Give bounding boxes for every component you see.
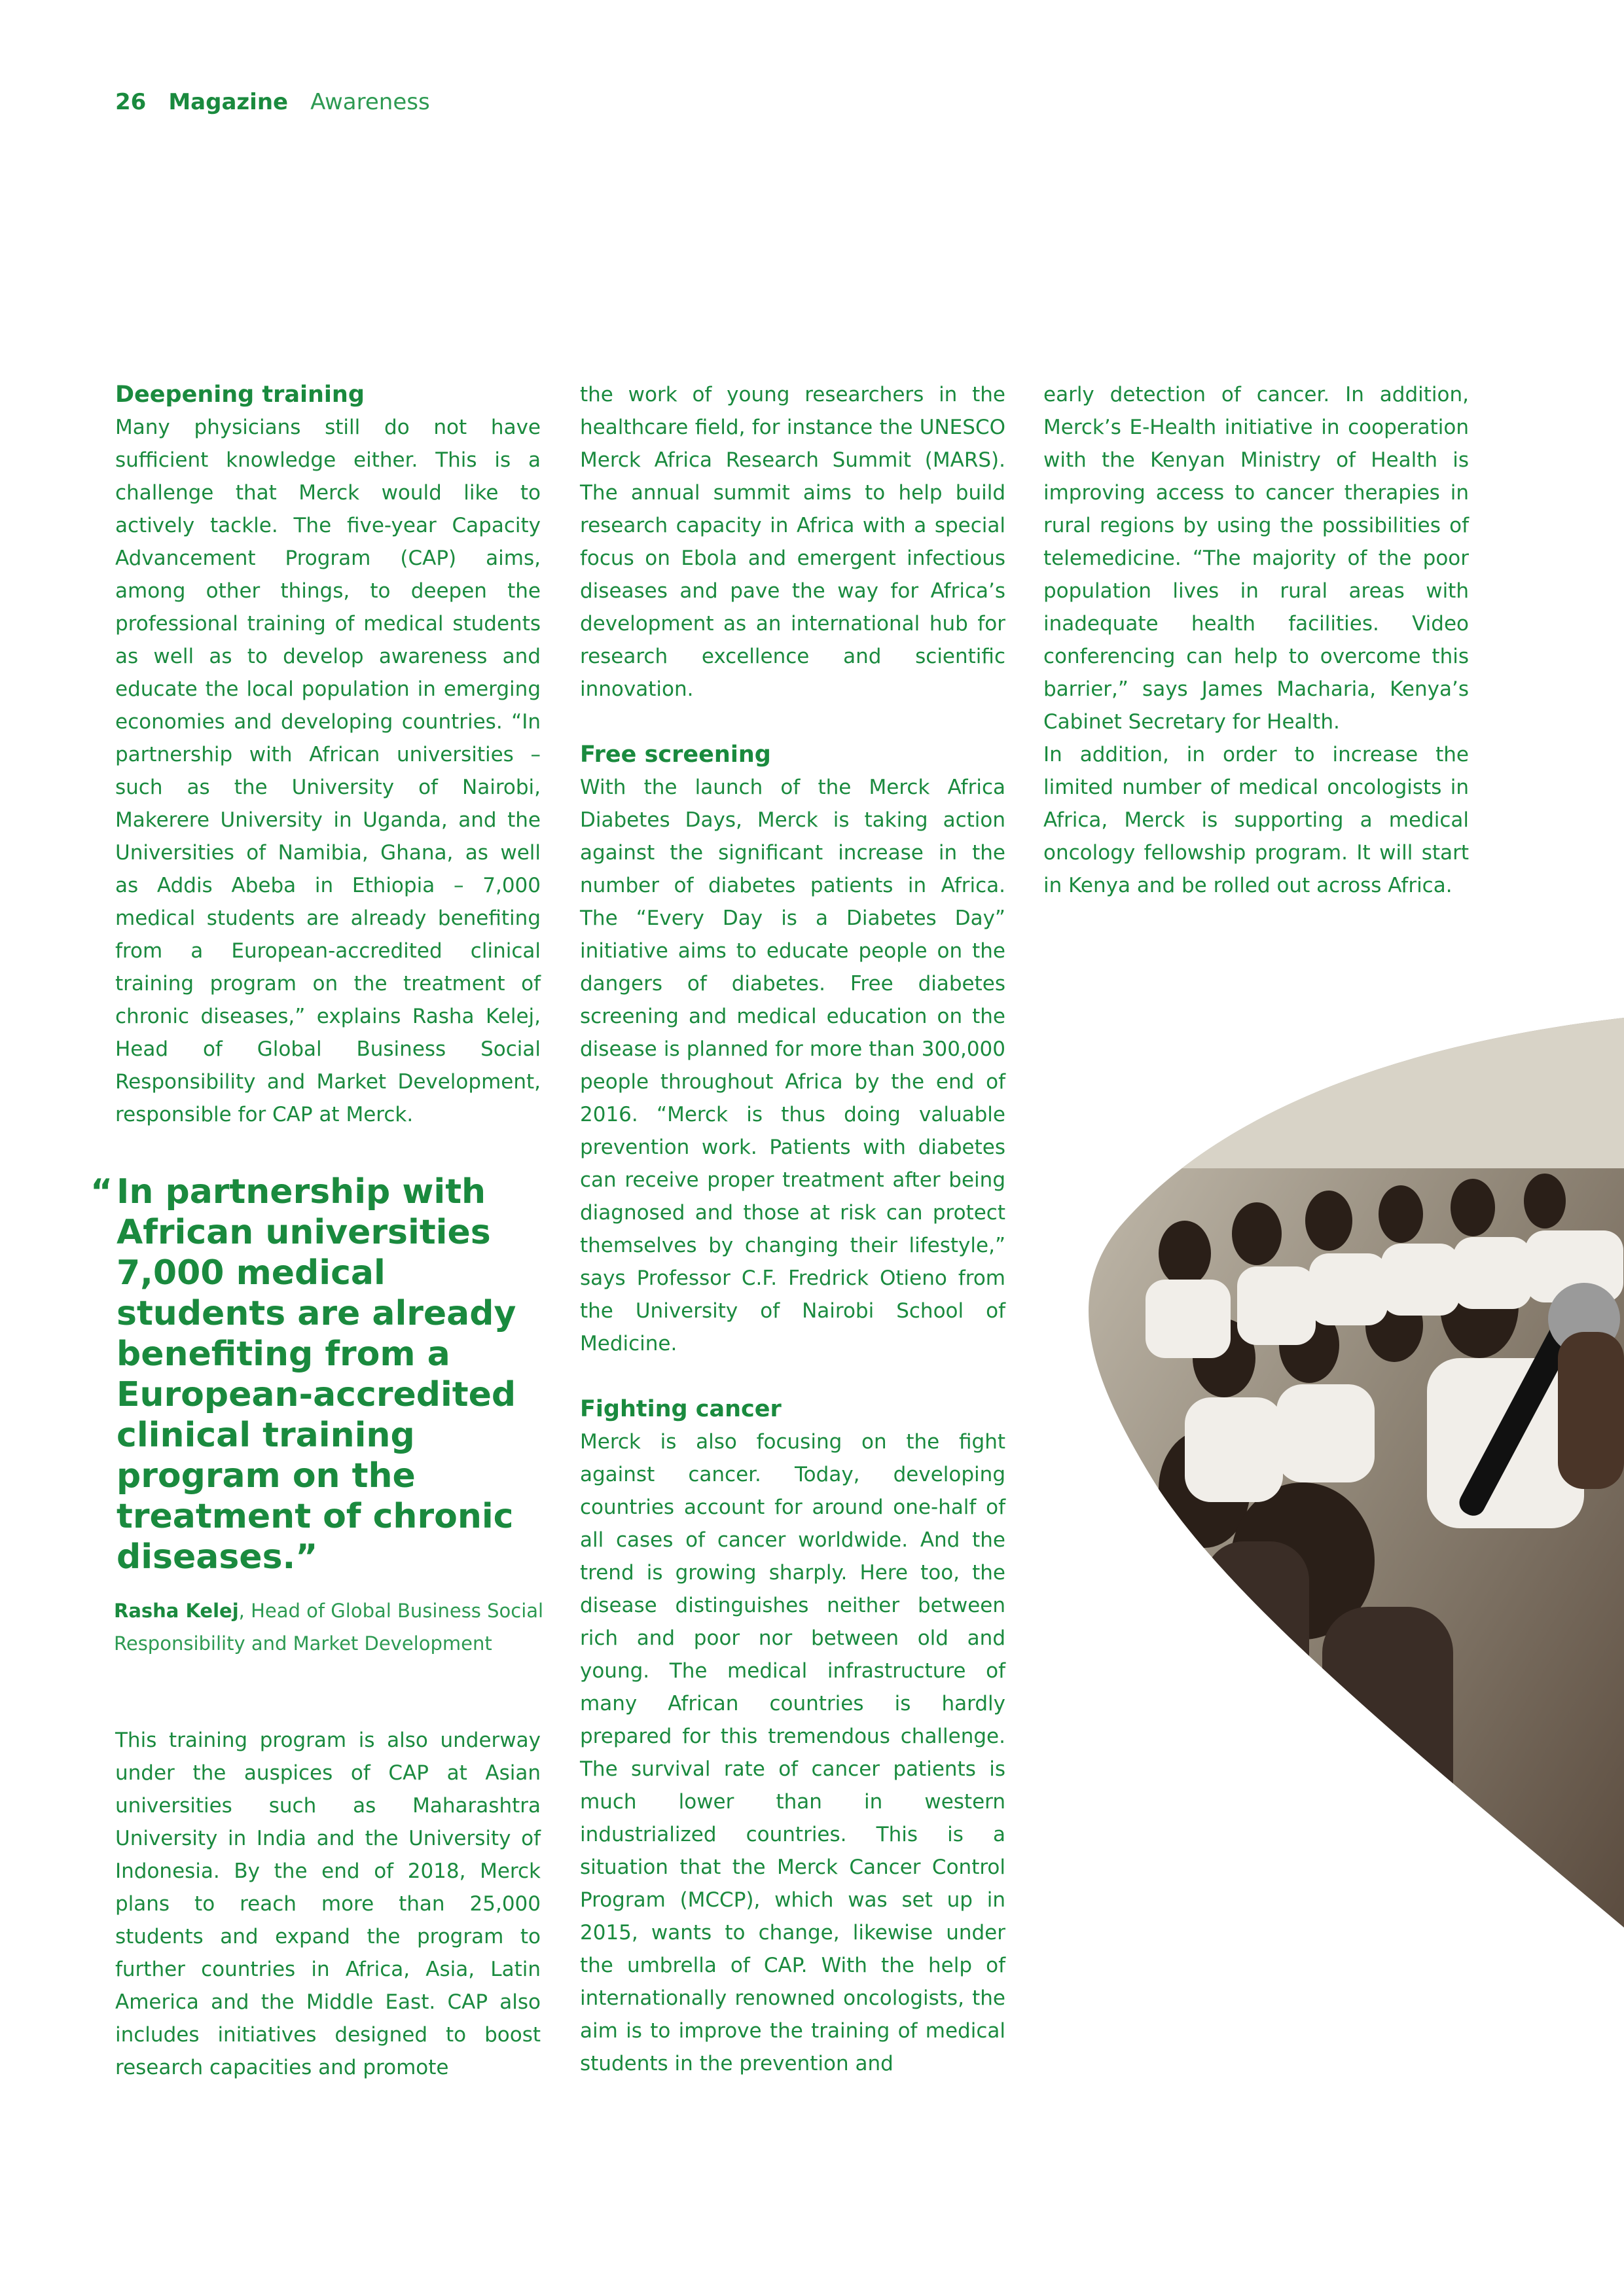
quote-mark: “ — [90, 1172, 113, 1211]
paragraph-training-asia: This training program is also underway under the auspices of CAP at Asian universities such as Maharashtra University in India and the University of Indonesia. By the end of 2018, Merck plans to reach more than 25,000 students and expand the program to further countries in Africa, Asia, Latin America and the Middle East. CAP also includes initiatives designed to boost research capacities and promote — [115, 1729, 541, 2079]
heading-deepening-training: Deepening training — [115, 382, 365, 408]
paragraph-research: the work of young researchers in the healthcare field, for instance the UNESCO Merck Africa Research Summit (MARS). The annual summit aims to help build research capacity in Africa with a special focus on Ebola and emergent infectious diseases and pave the way for Africa’s development as an international hub for research excellence and scientific innovation. — [580, 383, 1005, 701]
column-3 — [1043, 378, 1469, 902]
attribution-name: Rasha Kelej — [114, 1600, 239, 1622]
column-1 — [115, 378, 541, 1131]
page-header — [115, 88, 430, 117]
paragraph-free-screening: With the launch of the Merck Africa Diabetes Days, Merck is taking action against the significant increase in the number of diabetes patients in Africa. The “Every Day is a Diabetes Day” initiative aims to educate people on the dangers of diabetes. Free diabetes screening and medical education on the disease is planned for more than 300,000 people throughout Africa by the end of 2016. “Merck is thus doing valuable prevention work. Patients with diabetes can receive proper treatment after being diagnosed and those at risk can protect themselves by changing their lifestyle,” says Professor C.F. Fredrick Otieno from the University of Nairobi School of Medicine. — [580, 776, 1005, 1355]
pull-quote — [90, 1172, 542, 1577]
classroom-photo — [1087, 1018, 1624, 1928]
magazine-label: Magazine — [168, 89, 289, 115]
heading-free-screening: Free screening — [580, 742, 771, 768]
paragraph-deepening-training: Many physicians still do not have sufficient knowledge either. This is a challenge that Merck would like to actively tackle. The five-year Capacity Advancement Program (CAP) aims, among other things, to deepen the professional training of medical students as well as to develop awareness and educate the local population in emerging economies and developing countries. “In partnership with African universities – such as the University of Nairobi, Makerere University in Uganda, and the Universities of Namibia, Ghana, as well as Addis Abeba in Ethiopia – 7,000 medical students are already benefiting from a European-accredited clinical training program on the treatment of chronic diseases,” explains Rasha Kelej, Head of Global Business Social Responsibility and Market Development, responsible for CAP at Merck. — [115, 416, 541, 1126]
attribution-role: , Head of Global Business Social Responsibility and Market Development — [114, 1600, 544, 1655]
column-1-lower — [115, 1724, 541, 2084]
heading-fighting-cancer: Fighting cancer — [580, 1396, 782, 1422]
paragraph-fighting-cancer: Merck is also focusing on the fight against cancer. Today, developing countries account for around one-half of all cases of cancer worldwide. And the trend is growing sharply. Here too, the disease distinguishes neither between rich and poor nor between old and young. The medical infrastructure of many African countries is hardly prepared for this tremendous challenge. The survival rate of cancer patients is much lower than in western industrialized countries. This is a situation that the Merck Cancer Control Program (MCCP), which was set up in 2015, wants to change, likewise under the umbrella of CAP. With the help of internationally renowned oncologists, the aim is to improve the training of medical students in the prevention and — [580, 1430, 1005, 2075]
paragraph-oncology-fellowship: In addition, in order to increase the limited number of medical oncologists in Africa, Merck is supporting a medical oncology fellowship program. It will start in Kenya and be rolled out across Africa. — [1043, 743, 1469, 897]
column-2 — [580, 378, 1005, 2080]
section-label: Awareness — [310, 89, 430, 115]
quote-attribution — [114, 1594, 546, 1660]
pull-quote-text: In partnership with African universities 7,000 medical students are already benefiting from a European-accredited clinical training program on the treatment of chronic diseases.” — [117, 1172, 516, 1577]
page-number: 26 — [115, 89, 147, 115]
paragraph-ehealth: early detection of cancer. In addition, Merck’s E-Health initiative in cooperation with the Kenyan Ministry of Health is improving access to cancer therapies in rural regions by using the possibilities of telemedicine. “The majority of the poor population lives in rural areas with inadequate health facilities. Video conferencing can help to overcome this barrier,” says James Macharia, Kenya’s Cabinet Secretary for Health. — [1043, 383, 1469, 734]
